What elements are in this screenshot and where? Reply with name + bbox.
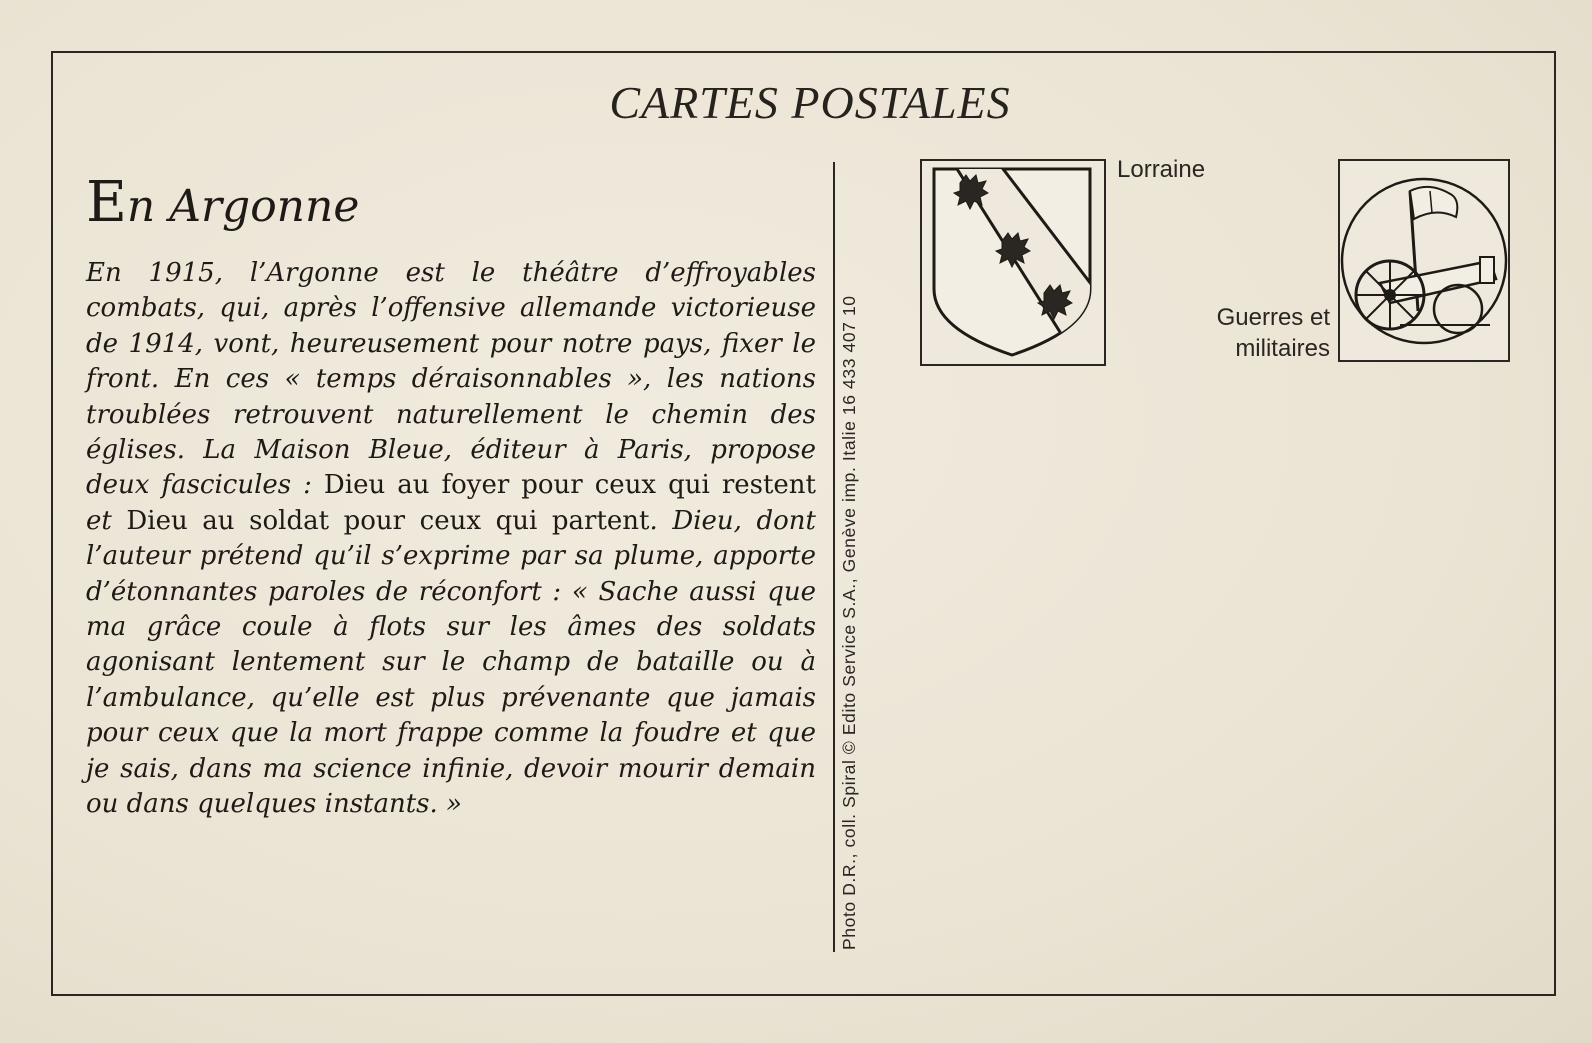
book-title-1: Dieu au foyer pour ceux qui restent [323,470,817,501]
region-label: Lorraine [1117,156,1206,183]
publisher-credit: Photo D.R., coll. Spiral © Edito Service S.A., Genève imp. Italie 16 433 407 10 [839,295,859,950]
card-description [86,256,816,823]
lorraine-coat-of-arms-icon [922,161,1104,364]
card-title: CARTES POSTALES [609,77,1011,128]
description-part-2: . Dieu, dont l’auteur prétend qu’il s’exprime par sa plume, apporte d’étonnantes paroles de réconfort : « Sache aussi que ma grâce coule à flots sur les âmes des soldats agonisant lentement sur le champ de bataille ou à l’ambulance, qu’elle est plus prévenante que jamais pour ceux que la mort frappe comme la foudre et que je sais, dans ma science infinie, devoir mourir demain ou dans quelques instants. » [86,505,816,820]
theme-badge [1338,159,1510,362]
region-badge [920,159,1106,366]
theme-label-line-2: militaires [1235,335,1330,362]
theme-label [1170,302,1330,364]
theme-label-line-1: Guerres et [1216,304,1330,331]
description-part-1: En 1915, l’Argonne est le théâtre d’effroyables combats, qui, après l’offensive allemande victorieuse de 1914, vont, heureusement pour notre pays, fixer le front. En ces « temps déraisonnables », les nations troublées retrouvent naturellement le chemin des églises. La Maison Bleue, éditeur à Paris, propose deux fascicules : [86,258,816,501]
heading-initial: E [86,170,127,235]
card-heading [86,170,359,235]
description-conjunction: et [86,505,127,536]
cannon-flag-icon [1340,161,1508,360]
heading-rest: n Argonne [126,181,360,232]
vertical-divider [833,162,835,952]
book-title-2: Dieu au soldat pour ceux qui partent [126,505,650,536]
